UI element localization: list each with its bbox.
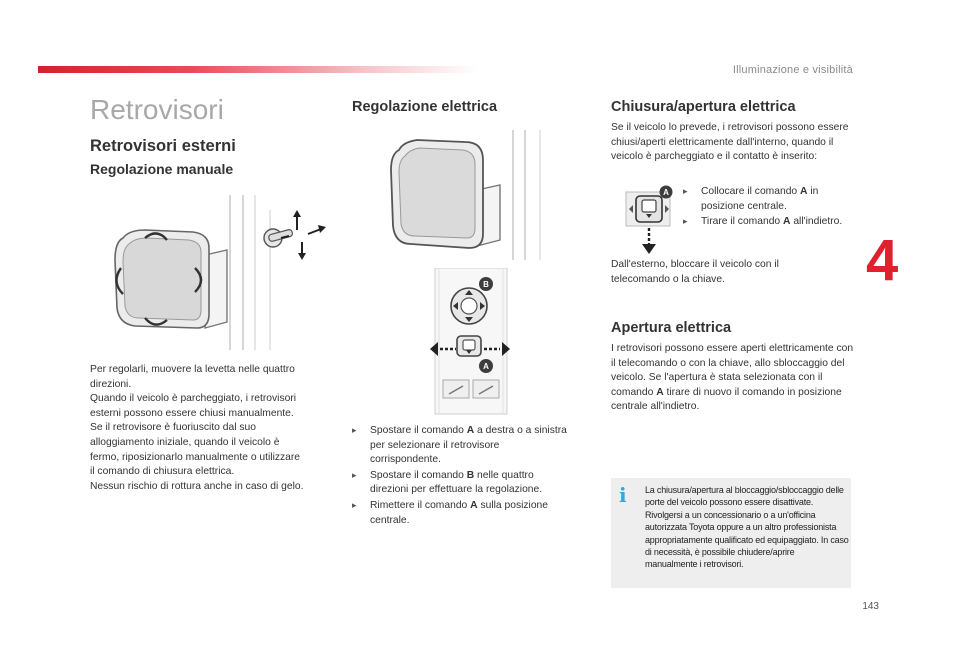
section-header: Illuminazione e visibilità xyxy=(732,64,853,76)
manual-text-line: Per regolarli, muovere la levetta nelle quattro xyxy=(90,364,295,375)
list-item: ▸ Spostare il comando B nelle quattro direzioni per effettuare la regolazione. xyxy=(352,469,543,496)
heading-electric-opening: Apertura elettrica xyxy=(611,320,732,336)
list-item: ▸ Tirare il comando A all'indietro. xyxy=(683,216,843,228)
control-a-badge: A xyxy=(483,362,489,371)
manual-text-line: Quando il veicolo è parcheggiato, i retrovisori xyxy=(90,393,297,405)
fold-steps xyxy=(683,185,848,231)
header-accent-bar xyxy=(38,66,478,73)
outside-lock-note: Dall'esterno, bloccare il veicolo con il telecomando o la chiave. xyxy=(611,259,779,285)
manual-text-line: direzioni. xyxy=(90,378,132,390)
chapter-number: 4 xyxy=(866,228,899,293)
left-right-arrows-icon xyxy=(428,338,512,360)
control-b-badge: B xyxy=(483,280,489,289)
heading-electric-adjustment: Regolazione elettrica xyxy=(352,99,498,115)
electric-fold-intro: Se il veicolo lo prevede, i retrovisori possono essere chiusi/aperti elettricamente dall'interno, quando il veicolo è parcheggiato e il contatto è inserito: xyxy=(611,122,849,163)
heading-electric-fold: Chiusura/apertura elettrica xyxy=(611,99,796,115)
manual-text-line: Nessun rischio di rottura anche in caso di gelo. xyxy=(90,480,304,492)
list-item: ▸ Collocare il comando A in posizione centrale. xyxy=(683,186,819,212)
electric-adjustment-steps xyxy=(352,424,572,529)
manual-mirror-illustration xyxy=(105,190,330,355)
electric-opening-text: I retrovisori possono essere aperti elettricamente con il telecomando o con la chiave, allo sbloccaggio del veicolo. Se l'apertura è stata selezionata con il comando A tirare di nuovo il comando in posizione centrale all'indietro. xyxy=(611,343,854,413)
info-box xyxy=(611,478,851,588)
manual-text-line: esterni possono essere chiusi manualmente. xyxy=(90,407,294,419)
info-icon: i xyxy=(619,483,627,507)
manual-text-line: fermo, riposizionarlo manualmente o utilizzare xyxy=(90,451,301,463)
fold-control-illustration xyxy=(624,184,676,258)
list-item: ▸ Rimettere il comando A sulla posizione centrale. xyxy=(352,500,548,526)
electric-mirror-illustration xyxy=(385,130,555,260)
fold-control-a-badge: A xyxy=(663,188,669,197)
heading-manual-adjustment: Regolazione manuale xyxy=(90,161,234,177)
manual-text-line: Se il retrovisore è fuoriuscito dal suo xyxy=(90,422,256,434)
info-text: La chiusura/apertura al bloccaggio/sbloccaggio delle porte del veicolo possono essere disattivate. Rivolgersi a un concessionario o a un'officina autorizzata Toyota oppure a un altro professionista appropriatamente qualificato ed equipaggiato. In caso di necessità, è possibile chiudere/aprire manualmente i retrovisori. xyxy=(645,485,849,570)
manual-adjustment-text xyxy=(90,363,340,494)
list-item: ▸ Spostare il comando A a destra o a sinistra per selezionare il retrovisore corrispondente. xyxy=(352,425,567,466)
manual-text-line: alloggiamento iniziale, quando il veicolo è xyxy=(90,437,280,449)
manual-text-line: il comando di chiusura elettrica. xyxy=(90,466,235,478)
page-number: 143 xyxy=(862,601,879,612)
page-title: Retrovisori xyxy=(90,94,224,125)
subtitle-external-mirrors: Retrovisori esterni xyxy=(90,137,236,155)
